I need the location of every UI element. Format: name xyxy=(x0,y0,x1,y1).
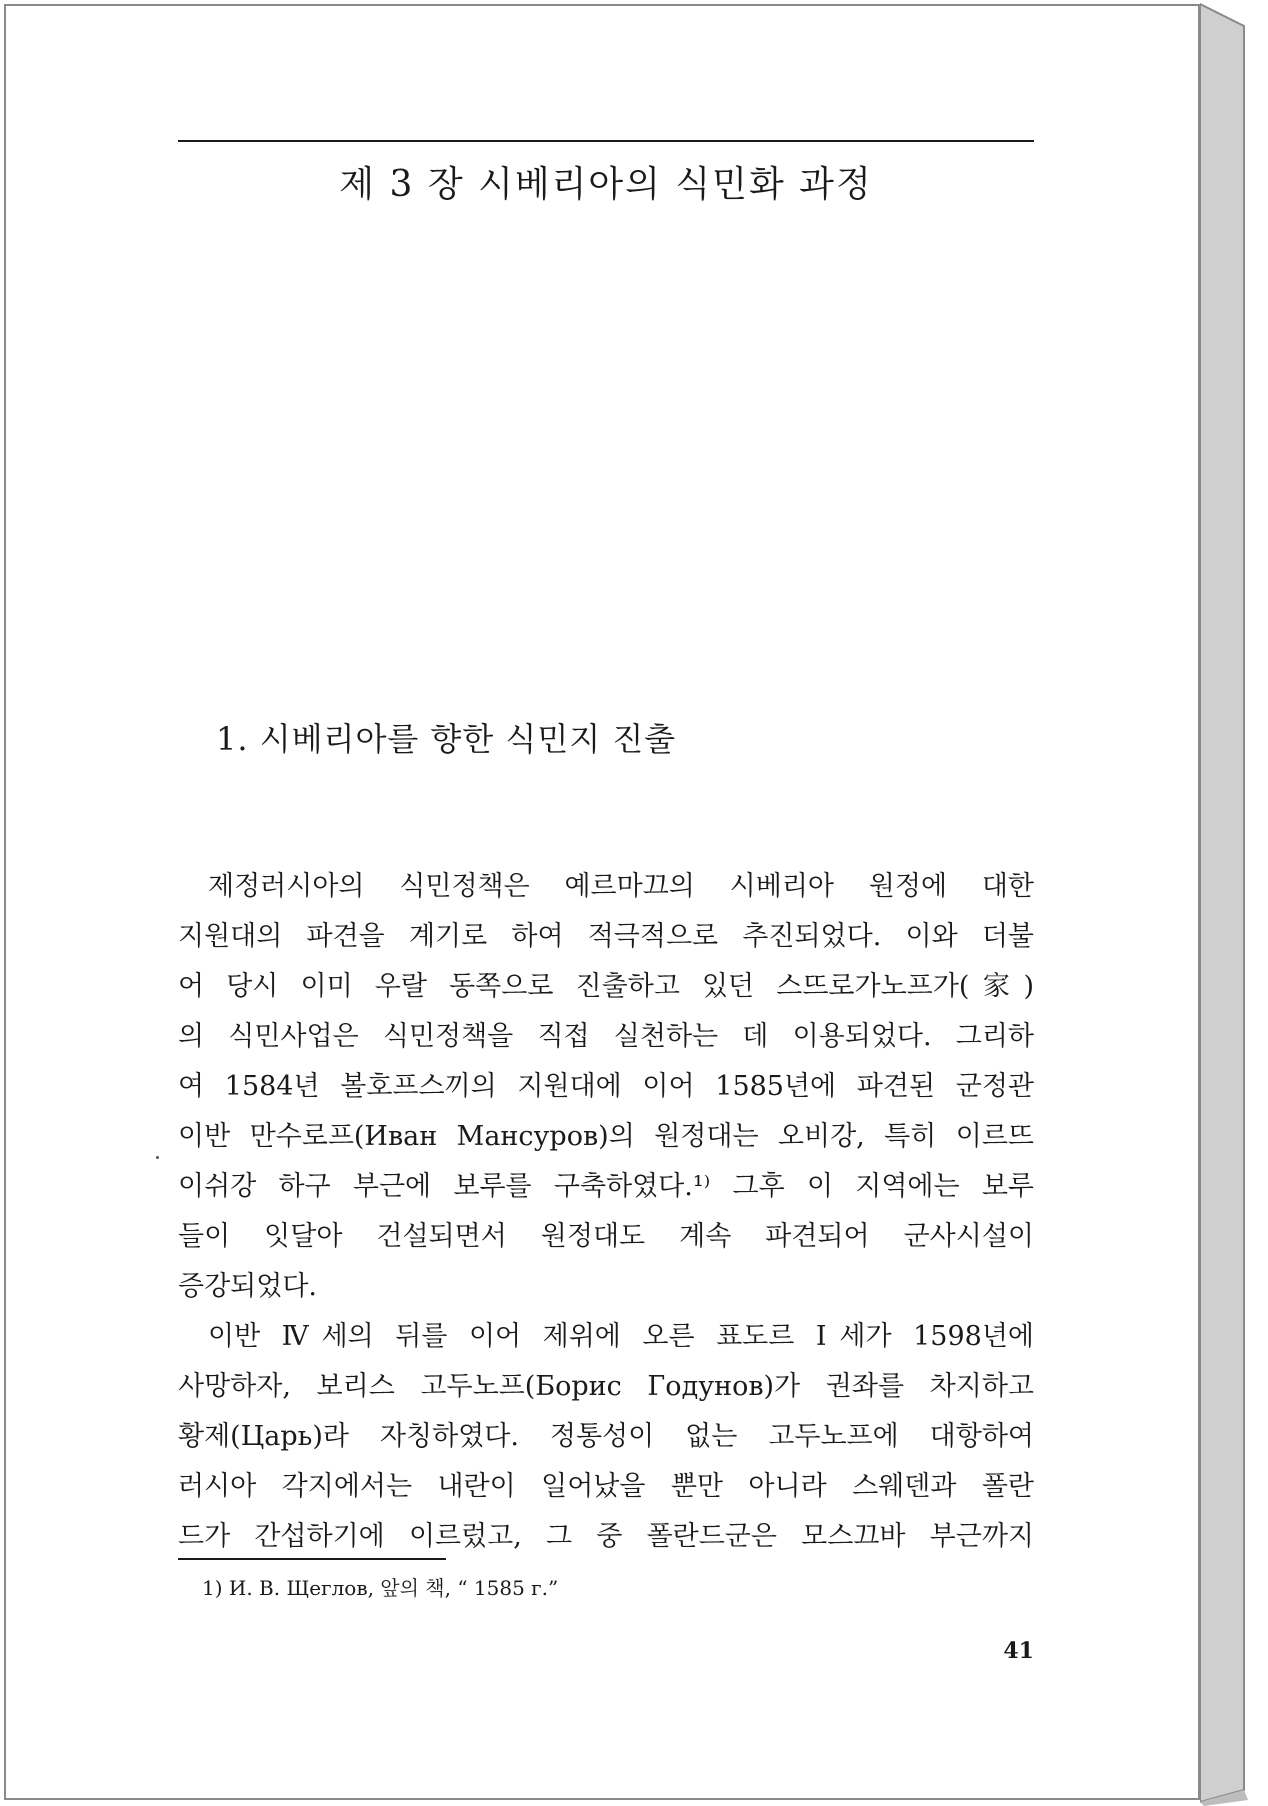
body-line: 들이 잇달아 건설되면서 원정대도 계속 파견되어 군사시설이 xyxy=(178,1221,1034,1252)
body-line: 드가 간섭하기에 이르렀고, 그 중 폴란드군은 모스끄바 부근까지 xyxy=(178,1521,1034,1552)
header-rule xyxy=(178,140,1034,142)
section-heading: 1. 시베리아를 향한 식민지 진출 xyxy=(216,720,677,758)
body-line: 이반 Ⅳ세의 뒤를 이어 제위에 오른 표도르 Ⅰ세가 1598년에 xyxy=(208,1321,1034,1352)
body-line: 의 식민사업은 식민정책을 직접 실천하는 데 이용되었다. 그리하 xyxy=(178,1021,1034,1052)
body-line: 어 당시 이미 우랄 동쪽으로 진출하고 있던 스뜨로가노프가(家) xyxy=(178,971,1034,1002)
page-number: 41 xyxy=(1003,1638,1034,1664)
body-line: 제정러시아의 식민정책은 예르마끄의 시베리아 원정에 대한 xyxy=(208,871,1034,902)
footnote: 1) И. В. Щеглов, 앞의 책, “ 1585 г.” xyxy=(202,1576,559,1600)
body-line: 이반 만수로프(Иван Мансуров)의 원정대는 오비강, 특히 이르뜨 xyxy=(178,1121,1034,1152)
body-line: 증강되었다. xyxy=(178,1271,317,1302)
body-text xyxy=(178,862,1034,1562)
body-line: 이쉬강 하구 부근에 보루를 구축하였다.¹⁾ 그후 이 지역에는 보루 xyxy=(178,1171,1034,1202)
footnote-rule xyxy=(178,1558,446,1560)
book-page-edge xyxy=(1200,0,1268,1806)
body-line: 여 1584년 볼호프스끼의 지원대에 이어 1585년에 파견된 군정관 xyxy=(178,1071,1034,1102)
book-page xyxy=(4,4,1200,1800)
scan-speck xyxy=(156,1156,159,1159)
body-line: 황제(Царь)라 자칭하였다. 정통성이 없는 고두노프에 대항하여 xyxy=(178,1421,1034,1452)
chapter-title: 제 3 장 시베리아의 식민화 과정 xyxy=(339,164,873,205)
body-line: 지원대의 파견을 계기로 하여 적극적으로 추진되었다. 이와 더불 xyxy=(178,921,1034,952)
body-line: 사망하자, 보리스 고두노프(Борис Годунов)가 권좌를 차지하고 xyxy=(178,1371,1034,1402)
body-line: 러시아 각지에서는 내란이 일어났을 뿐만 아니라 스웨덴과 폴란 xyxy=(178,1471,1034,1502)
